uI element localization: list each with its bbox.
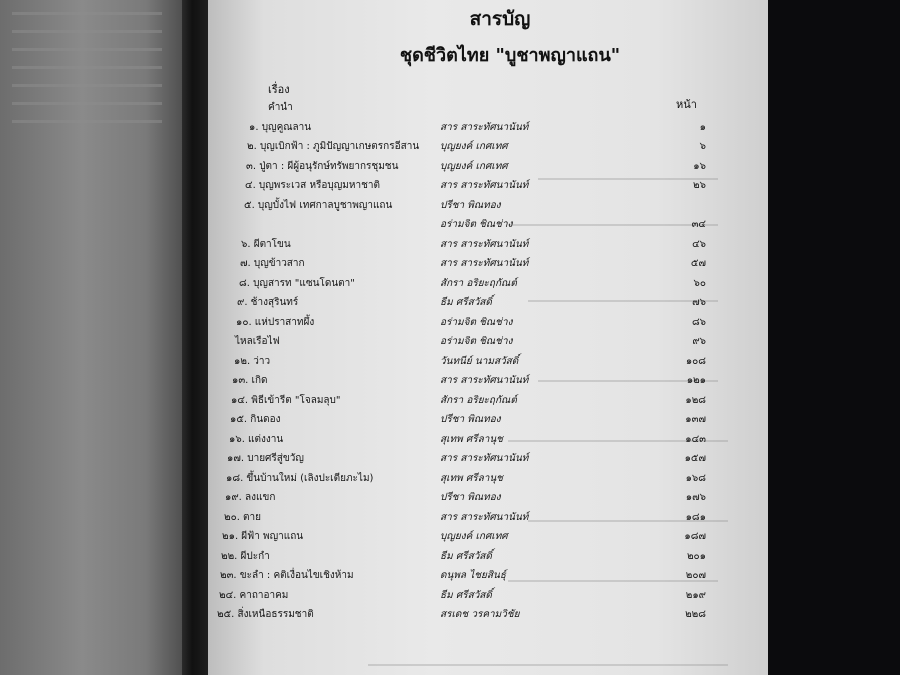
toc-entry-author: สาร สาระทัศนานันท์ — [440, 511, 529, 523]
toc-entry-page: ๒๖ — [693, 180, 706, 191]
toc-entry-page: ๑๐๘ — [685, 355, 706, 367]
toc-entry-author: บุญยงค์ เกศเทศ — [440, 141, 508, 152]
toc-entry-page: ๑๖ — [693, 160, 706, 172]
toc-row — [0, 412, 900, 432]
toc-row — [0, 276, 900, 296]
toc-entry-title: ไหลเรือไฟ — [235, 336, 280, 347]
toc-entry-author: สาร สาระทัศนานันท์ — [440, 258, 529, 269]
toc-entry-author: ธีม ศรีสวัสดิ์ — [440, 589, 492, 601]
toc-entry-title: ๒๓. ขะลำ : คติเงื่อนไขเชิงห้าม — [220, 570, 354, 581]
toc-entry-page: ๑ — [699, 121, 706, 133]
toc-entry-author: สาร สาระทัศนานันท์ — [440, 375, 529, 386]
toc-entry-title: ๒๒. ผีปะกำ — [221, 550, 270, 562]
toc-row — [0, 159, 900, 179]
toc-entry-author: สุเทพ ศรีลานุช — [440, 433, 503, 445]
toc-row — [0, 568, 900, 588]
column-page-label: หน้า — [676, 98, 697, 111]
bleed-line — [12, 48, 162, 51]
column-subject-label: เรื่อง — [268, 83, 290, 96]
toc-row — [0, 256, 900, 276]
toc-row — [0, 198, 900, 218]
toc-entry-author: บุญยงค์ เกศเทศ — [440, 531, 508, 542]
toc-entry-title: ๑๓. เกิด — [232, 375, 268, 386]
toc-entry-author: ปรีชา พิณทอง — [440, 199, 501, 211]
toc-entry-author: วันทนีย์ นามสวัสดิ์ — [440, 355, 519, 367]
bleed-line — [12, 66, 162, 69]
toc-entry-author: สาร สาระทัศนานันท์ — [440, 238, 529, 250]
toc-entry-author: สาร สาระทัศนานันท์ — [440, 180, 529, 191]
toc-entry-author: สาร สาระทัศนานันท์ — [440, 453, 529, 464]
toc-entry-page: ๒๒๘ — [685, 609, 706, 620]
toc-entry-title: ๑๕. กินดอง — [230, 414, 281, 425]
toc-entry-author: สาร สาระทัศนานันท์ — [440, 121, 529, 133]
toc-entry-title: ๔. บุญพระเวส หรือบุญมหาชาติ — [245, 180, 380, 191]
toc-row — [0, 139, 900, 159]
toc-entry-title: ๒๐. ตาย — [224, 511, 262, 523]
toc-entry-page: ๑๖๘ — [685, 472, 706, 484]
toc-entry-page: ๑๘๑ — [685, 511, 706, 523]
toc-entry-title: ๑๖. แต่งงาน — [229, 433, 284, 445]
bleed-line — [12, 84, 162, 87]
toc-entry-page: ๕๗ — [690, 258, 706, 269]
bleed-line — [368, 664, 728, 666]
toc-entry-page: ๖๐ — [693, 277, 706, 289]
toc-entry-page: ๒๑๙ — [685, 589, 706, 601]
toc-entry-page: ๔๖ — [692, 238, 706, 250]
toc-entry-page: ๑๒๘ — [685, 394, 706, 406]
toc-row — [0, 334, 900, 354]
toc-entry-page: ๗๖ — [692, 297, 706, 308]
toc-entry-title: ๑๙. ลงแขก — [225, 492, 276, 503]
toc-entry-title: ๒๑. ผีฟ้า พญาแถน — [222, 531, 304, 542]
toc-entry-page: ๑๕๗ — [684, 453, 706, 464]
toc-entry-title: ๘. บุญสารท "แซนโดนตา" — [239, 277, 355, 289]
toc-entry-author: สุเทพ ศรีลานุช — [440, 472, 503, 484]
toc-entry-author: สรเดช วรคามวิชัย — [440, 609, 520, 620]
toc-row — [0, 510, 900, 530]
toc-entry-page: ๑๘๗ — [684, 531, 706, 542]
toc-entry-page: ๓๔ — [691, 219, 706, 230]
toc-row — [0, 100, 900, 120]
toc-entry-author: อร่ามจิต ชิณช่าง — [440, 219, 513, 230]
toc-entry-title: ๕. บุญบั้งไฟ เทศกาลบูชาพญาแถน — [244, 199, 393, 211]
toc-row — [0, 295, 900, 315]
toc-entry-title: ๑. บุญคูณลาน — [249, 121, 312, 133]
toc-entry-title: ๑๒. ว่าว — [234, 355, 271, 367]
toc-entry-title: ๑๔. พิธีเข้ารีต "โจลมลุบ" — [231, 394, 341, 406]
toc-entry-title: ๒๔. คาถาอาคม — [219, 589, 289, 601]
toc-entry-page: ๙๖ — [692, 336, 706, 347]
toc-entry-page: ๑๓๗ — [685, 414, 706, 425]
toc-entry-author: ธีม ศรีสวัสดิ์ — [440, 550, 492, 562]
toc-entry-page: ๑๗๖ — [685, 492, 706, 503]
toc-entry-author: อร่ามจิต ชิณช่าง — [440, 316, 513, 328]
toc-entry-author: สักรา อริยะฤกัณต์ — [440, 277, 517, 289]
toc-entry-author: ดนุพล ไชยสินธุ์ — [440, 570, 506, 581]
toc-entry-title: ๑๐. แห่ปราสาทผึ้ง — [236, 316, 315, 328]
toc-row — [0, 432, 900, 452]
bleed-line — [12, 30, 162, 33]
toc-entry-title: ๗. บุญข้าวสาก — [240, 258, 305, 269]
toc-entry-title: ๒๕. สิ่งเหนือธรรมชาติ — [217, 609, 314, 620]
toc-row — [0, 549, 900, 569]
toc-entry-author: ธีม ศรีสวัสดิ์ — [440, 297, 492, 308]
toc-entry-page: ๑๔๓ — [685, 433, 706, 445]
toc-row — [0, 451, 900, 471]
toc-row — [0, 529, 900, 549]
toc-row — [0, 315, 900, 335]
series-title: ชุดชีวิตไทย "บูชาพญาแถน" — [399, 45, 621, 66]
toc-row — [0, 217, 900, 237]
toc-entry-title: ๑๗. บายศรีสู่ขวัญ — [227, 453, 304, 464]
toc-row — [0, 490, 900, 510]
toc-entry-title: ๓. ปู่ตา : ผีผู้อนุรักษ์ทรัพยากรชุมชน — [246, 160, 399, 172]
toc-row — [0, 373, 900, 393]
toc-entry-page: ๘๖ — [691, 316, 706, 328]
toc-entry-title: ๖. ผีตาโขน — [241, 238, 291, 250]
toc-entry-author: บุญยงค์ เกศเทศ — [440, 160, 508, 172]
toc-entry-title: ๒. บุญเบิกฟ้า : ภูมิปัญญาเกษตรกรอีสาน — [247, 141, 420, 152]
toc-entry-page: ๒๐๗ — [685, 570, 706, 581]
toc-entry-title: ๑๘. ขึ้นบ้านใหม่ (เลิงปะเตียภะไม) — [226, 472, 374, 484]
toc-entry-page: ๑๒๑ — [686, 375, 706, 386]
toc-entry-author: ปรีชา พิณทอง — [440, 414, 501, 425]
toc-entry-author: สักรา อริยะฤกัณต์ — [440, 394, 517, 406]
toc-row — [0, 354, 900, 374]
toc-row — [0, 178, 900, 198]
toc-row — [0, 120, 900, 140]
toc-entry-author: ปรีชา พิณทอง — [440, 492, 501, 503]
toc-row — [0, 588, 900, 608]
toc-row — [0, 607, 900, 627]
toc-entry-page: ๖ — [699, 141, 706, 152]
toc-entry-title: ๙. ช้างสุรินทร์ — [237, 297, 299, 308]
toc-row — [0, 471, 900, 491]
toc-row — [0, 393, 900, 413]
toc-entry-page: ๒๐๑ — [686, 550, 706, 562]
toc-heading: สารบัญ — [469, 8, 531, 30]
toc-entry-title: คำนำ — [268, 102, 293, 113]
toc-entry-author: อร่ามจิต ชิณช่าง — [440, 336, 513, 347]
toc-row — [0, 237, 900, 257]
bleed-line — [12, 12, 162, 15]
